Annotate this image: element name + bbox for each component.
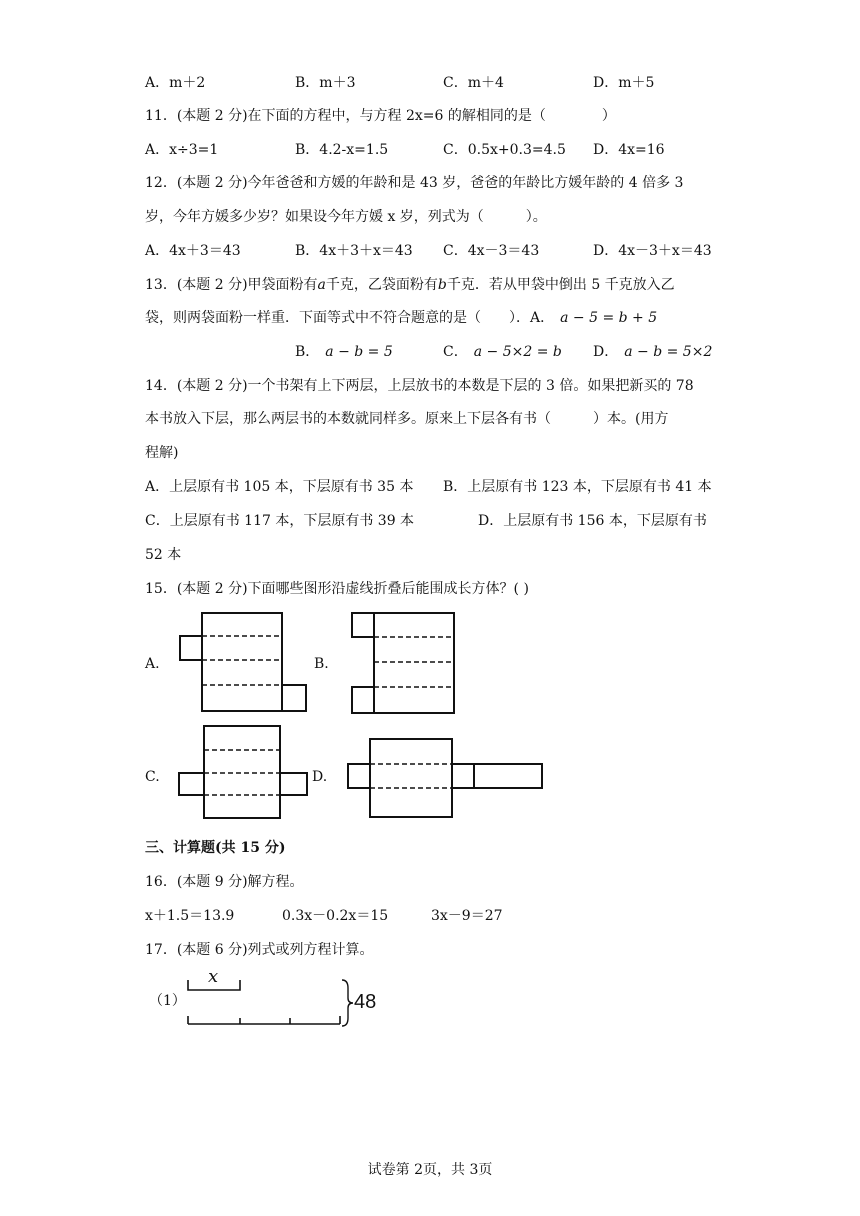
q13-option-c-label: C． (443, 344, 468, 360)
q16-equation-2: 0.3x－0.2x＝15 (282, 908, 389, 924)
q10-option-b: B．m＋3 (295, 75, 356, 91)
q14-option-b: B．上层原有书 123 本，下层原有书 41 本 (443, 479, 712, 495)
q15-label-c: C. (145, 769, 160, 785)
q11-option-d: D．4x=16 (593, 142, 665, 158)
q12-stem-line1: 12．(本题 2 分)今年爸爸和方媛的年龄和是 43 岁，爸爸的年龄比方媛年龄的 4 倍多 3 (145, 175, 684, 191)
page-footer: 试卷第 2页，共 3页 (367, 1162, 493, 1178)
q17-stem: 17．(本题 6 分)列式或列方程计算。 (145, 942, 374, 958)
q13-option-d (593, 342, 712, 362)
net-figure-a (178, 611, 308, 713)
q12-option-c: C．4x－3＝43 (443, 243, 540, 259)
q13-option-b-label: B． (295, 344, 320, 360)
q13-stem-post: 千克．若从甲袋中倒出 5 千克放入乙 (446, 277, 675, 293)
q13-option-a-expr: a − 5 = b + 5 (560, 310, 658, 326)
q15-label-b: B. (314, 656, 329, 672)
q14-stem-line2: 本书放入下层，那么两层书的本数就同样多。原来上下层各有书（ ）本。(用方 (145, 411, 669, 427)
q13-var-a: a (317, 277, 326, 293)
q10-option-a: A．m＋2 (145, 75, 206, 91)
section-title: 三、计算题(共 15 分) (145, 840, 286, 856)
q13-option-d-label: D． (593, 344, 619, 360)
q13-stem-line2-text: 袋，则两袋面粉一样重．下面等式中不符合题意的是（ ）． (145, 310, 530, 326)
q10-option-d: D．m＋5 (593, 75, 655, 91)
q13-option-c-expr: a − 5×2 = b (473, 344, 562, 360)
q11-stem: 11．(本题 2 分)在下面的方程中，与方程 2x=6 的解相同的是（ ） (145, 108, 616, 124)
q16-equation-3: 3x－9＝27 (431, 908, 503, 924)
net-figure-d (346, 737, 546, 819)
q11-option-b: B．4.2-x=1.5 (295, 142, 389, 158)
q10-option-c: C．m＋4 (443, 75, 504, 91)
q12-option-b: B．4x＋3＋x＝43 (295, 243, 413, 259)
diagram-variable-x: x (208, 966, 219, 987)
diagram-total-48: 48 (354, 991, 377, 1013)
net-figure-b (350, 611, 458, 715)
q11-option-c: C．0.5x+0.3=4.5 (443, 142, 566, 158)
q13-option-b (295, 342, 393, 362)
q16-equation-1: x＋1.5＝13.9 (145, 908, 235, 924)
q15-label-a: A. (145, 656, 160, 672)
q14-option-d-cont: 52 本 (145, 547, 182, 563)
q16-stem: 16．(本题 9 分)解方程。 (145, 874, 304, 890)
q11-option-a: A．x÷3=1 (145, 142, 219, 158)
q13-option-c (443, 342, 562, 362)
q13-var-b: b (437, 277, 447, 293)
q13-stem-line2 (145, 308, 657, 328)
net-figure-c (177, 724, 309, 820)
q14-option-d: D．上层原有书 156 本，下层原有书 (478, 513, 707, 529)
q15-stem: 15．(本题 2 分)下面哪些图形沿虚线折叠后能围成长方体？( ) (145, 581, 529, 597)
q13-stem-line1 (145, 275, 675, 295)
q13-option-d-expr: a − b = 5×2 (624, 344, 713, 360)
q13-option-b-expr: a − b = 5 (325, 344, 393, 360)
q13-stem-pre: 13．(本题 2 分)甲袋面粉有 (145, 277, 318, 293)
q12-stem-line2: 岁，今年方媛多少岁？如果设今年方媛 x 岁，列式为（ ）。 (145, 209, 547, 225)
q14-stem-line1: 14．(本题 2 分)一个书架有上下两层，上层放书的本数是下层的 3 倍。如果把新买的 78 (145, 378, 694, 394)
q14-option-a: A．上层原有书 105 本，下层原有书 35 本 (145, 479, 414, 495)
q13-stem-mid: 千克，乙袋面粉有 (325, 277, 438, 293)
q15-label-d: D. (312, 769, 328, 785)
segment-diagram (186, 978, 350, 1030)
q12-option-a: A．4x＋3＝43 (145, 243, 241, 259)
q13-option-a-label: A． (530, 310, 555, 326)
q14-stem-line3: 程解) (145, 445, 179, 461)
q14-option-c: C．上层原有书 117 本，下层原有书 39 本 (145, 513, 415, 529)
q12-option-d: D．4x－3＋x＝43 (593, 243, 712, 259)
q17-sub1-label: （1） (149, 993, 186, 1009)
